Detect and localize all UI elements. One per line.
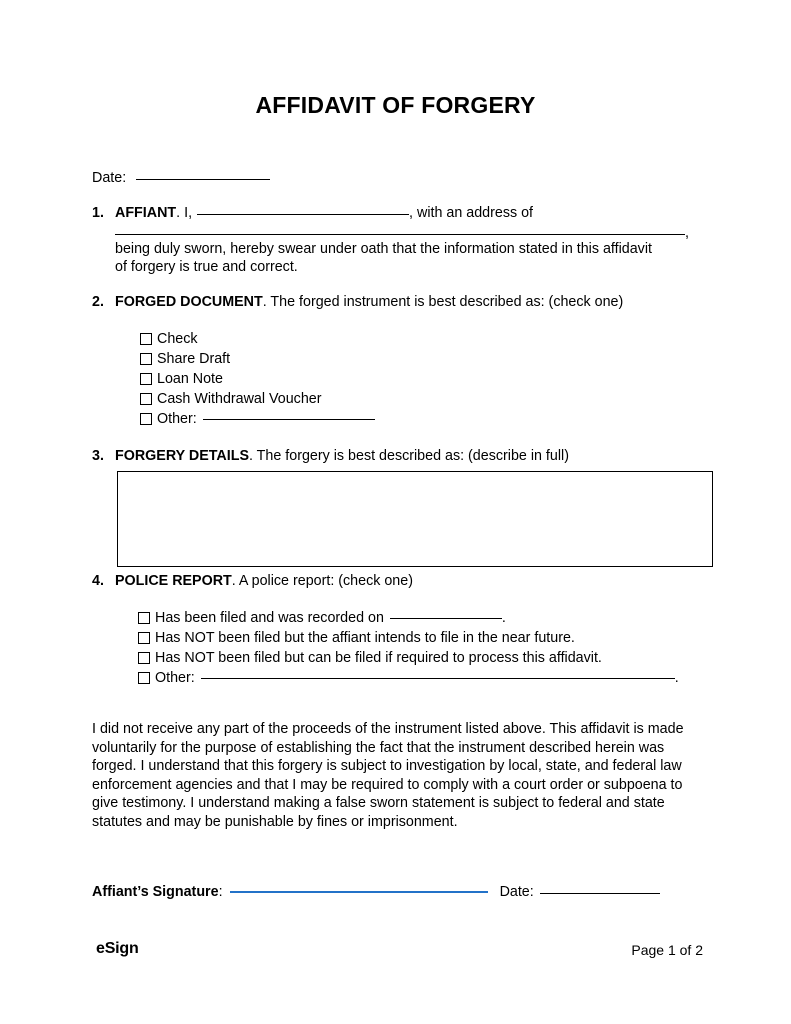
section-3-heading xyxy=(92,447,712,465)
section-1-after-name: , with an address of xyxy=(409,205,534,221)
page-title: AFFIDAVIT OF FORGERY xyxy=(255,92,536,118)
checkbox-icon[interactable] xyxy=(138,612,150,624)
checkbox-option-check[interactable] xyxy=(140,329,375,349)
checkbox-option-cash-withdrawal-voucher[interactable] xyxy=(140,389,375,409)
signature-label: Affiant’s Signature xyxy=(92,884,219,900)
checkbox-icon[interactable] xyxy=(140,393,152,405)
checkbox-option-loan-note[interactable] xyxy=(140,369,375,389)
section-1-heading-text xyxy=(115,204,533,222)
date-label: Date: xyxy=(92,170,127,186)
section-4-number: 4. xyxy=(92,573,104,589)
section-3-heading-text xyxy=(115,447,569,465)
checkbox-label-suffix: . xyxy=(674,670,679,686)
checkbox-icon[interactable] xyxy=(138,652,150,664)
esign-logo: eSign xyxy=(96,940,139,957)
section-1-heading xyxy=(92,204,692,222)
closing-paragraph: I did not receive any part of the proceeds of the instrument listed above. This affidavit is made voluntarily for the purpose of establishing the fact that the instrument described herein was forged. I understand that this forgery is subject to investigation by local, state, and federal law enforcement agencies and that I may be required to comply with a court order or subpoena to give testimony. I understand making a false sworn statement is subject to federal and state statutes and may be punishable by fines or imprisonment. xyxy=(92,721,684,830)
signature-date-input-line[interactable] xyxy=(540,893,660,894)
section-2-heading-rest: . The forged instrument is best described as: (check one) xyxy=(262,294,624,310)
checkbox-icon[interactable] xyxy=(140,413,152,425)
checkbox-option-not-filed-intends[interactable] xyxy=(138,628,679,648)
checkbox-option-police-other[interactable] xyxy=(138,668,679,688)
checkbox-option-not-filed-can-be-filed[interactable] xyxy=(138,648,679,668)
forged-document-other-input-line[interactable] xyxy=(203,419,375,420)
section-1-body: being duly sworn, hereby swear under oath that the information stated in this affidavit of forgery is true and correct. xyxy=(115,241,652,275)
checkbox-label: Loan Note xyxy=(157,371,223,387)
forgery-details-textarea[interactable] xyxy=(117,471,713,567)
checkbox-icon[interactable] xyxy=(140,353,152,365)
police-report-options xyxy=(138,608,679,688)
forged-document-options xyxy=(140,329,375,429)
section-4-title: POLICE REPORT xyxy=(115,573,232,589)
checkbox-option-report-filed[interactable] xyxy=(138,608,679,628)
checkbox-label: Other: xyxy=(157,411,197,427)
section-3-number: 3. xyxy=(92,448,104,464)
section-4-heading-rest: . A police report: (check one) xyxy=(231,573,413,589)
section-1-title: AFFIANT xyxy=(115,205,177,221)
checkbox-label: Has NOT been filed but can be filed if required to process this affidavit. xyxy=(155,650,602,666)
section-2-number: 2. xyxy=(92,294,104,310)
checkbox-option-other[interactable] xyxy=(140,409,375,429)
police-report-other-input-line[interactable] xyxy=(201,678,675,679)
section-4-heading-text xyxy=(115,572,413,590)
signature-label-colon: : xyxy=(218,884,223,900)
checkbox-label: Other: xyxy=(155,670,195,686)
address-line-comma: , xyxy=(685,225,689,241)
checkbox-icon[interactable] xyxy=(140,333,152,345)
section-1-number: 1. xyxy=(92,205,104,221)
affiant-signature-input-line[interactable] xyxy=(230,891,488,893)
checkbox-option-share-draft[interactable] xyxy=(140,349,375,369)
section-1-lead: . I, xyxy=(176,205,193,221)
section-2-heading xyxy=(92,293,712,311)
checkbox-label: Share Draft xyxy=(157,351,231,367)
section-3-title: FORGERY DETAILS xyxy=(115,448,249,464)
section-4-heading xyxy=(92,572,712,590)
affiant-address-input-line[interactable] xyxy=(115,234,685,235)
page-number: Page 1 of 2 xyxy=(631,942,703,958)
checkbox-icon[interactable] xyxy=(140,373,152,385)
checkbox-icon[interactable] xyxy=(138,632,150,644)
affiant-name-input-line[interactable] xyxy=(197,214,409,215)
checkbox-label: Check xyxy=(157,331,198,347)
section-2-heading-text xyxy=(115,293,623,311)
date-input-line[interactable] xyxy=(136,179,270,180)
checkbox-label: Cash Withdrawal Voucher xyxy=(157,391,322,407)
section-2-title: FORGED DOCUMENT xyxy=(115,294,263,310)
checkbox-label-suffix: . xyxy=(501,610,506,626)
checkbox-label: Has NOT been filed but the affiant intends to file in the near future. xyxy=(155,630,575,646)
section-3-heading-rest: . The forgery is best described as: (describe in full) xyxy=(248,448,569,464)
checkbox-label: Has been filed and was recorded on xyxy=(155,610,384,626)
checkbox-icon[interactable] xyxy=(138,672,150,684)
signature-row xyxy=(92,884,660,900)
police-report-date-input-line[interactable] xyxy=(390,618,502,619)
signature-date-label: Date: xyxy=(499,884,534,900)
date-field-row xyxy=(92,169,270,187)
